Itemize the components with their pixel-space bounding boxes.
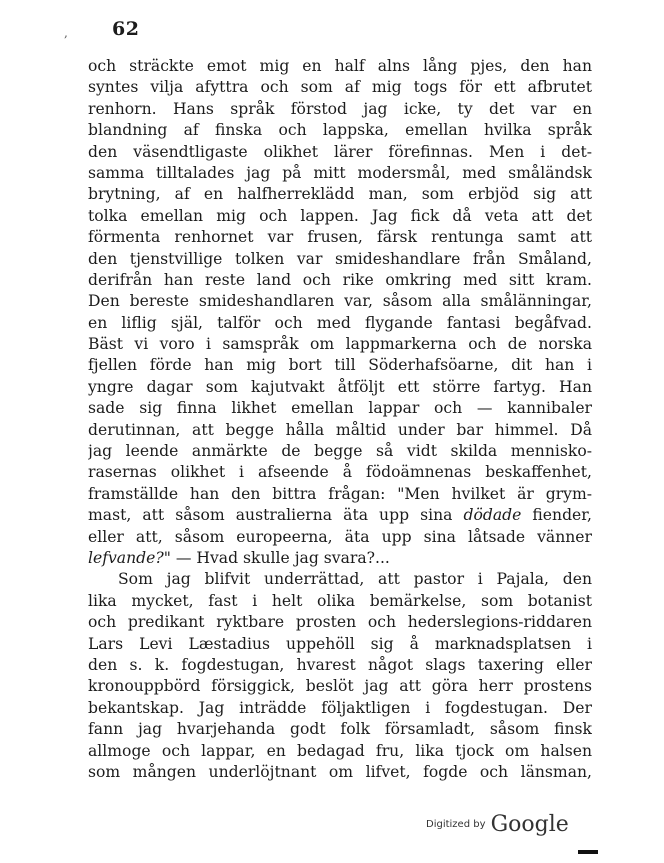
text-line bbox=[88, 398, 592, 419]
text-line bbox=[88, 420, 592, 441]
text-segment: tolka emellan mig och lappen. Jag fick då veta att det bbox=[88, 206, 592, 225]
text-line bbox=[88, 99, 592, 120]
text-line bbox=[88, 291, 592, 312]
text-line bbox=[88, 698, 592, 719]
text-segment: jag leende anmärkte de begge så vidt skilda mennisko- bbox=[88, 442, 592, 461]
text-segment: fjellen förde han mig bort till Söderhafsöarne, dit han i bbox=[88, 356, 592, 375]
text-line bbox=[88, 462, 592, 483]
text-line bbox=[88, 227, 592, 248]
italic-text: lefvande? bbox=[88, 548, 164, 567]
text-segment: och sträckte emot mig en half alns lång pjes, den han bbox=[88, 57, 592, 75]
text-segment: Lars Levi Læstadius uppehöll sig å marknadsplatsen i bbox=[88, 634, 592, 653]
text-line bbox=[88, 142, 592, 163]
watermark-brand: Google bbox=[490, 812, 569, 837]
text-line bbox=[88, 484, 592, 505]
text-line bbox=[88, 505, 592, 526]
text-segment: Bäst vi voro i samspråk om lappmarkerna och de norska bbox=[88, 335, 592, 354]
text-segment: blandning af finska och lappska, emellan hvilka språk bbox=[88, 121, 592, 140]
text-segment: en liflig själ, talför och med flygande fantasi begåfvad. bbox=[88, 313, 592, 332]
text-segment: " — Hvad skulle jag svara?... bbox=[163, 548, 390, 567]
text-segment: den tjenstvillige tolken var smideshandlare från Småland, bbox=[88, 249, 592, 268]
text-segment: den s. k. fogdestugan, hvarest något slags taxering eller bbox=[88, 655, 592, 674]
text-segment: förmenta renhornet var frusen, färsk rentunga samt att bbox=[88, 228, 592, 247]
scan-edge-mark bbox=[578, 850, 598, 854]
text-segment: lika mycket, fast i helt olika bemärkelse, som botanist bbox=[88, 591, 592, 610]
page-number: 62 bbox=[112, 18, 140, 40]
text-line bbox=[88, 612, 592, 633]
text-segment: sade sig finna likhet emellan lappar och — kannibaler bbox=[88, 399, 592, 418]
text-segment: allmoge och lappar, en bedagad fru, lika tjock om halsen bbox=[88, 741, 592, 760]
text-segment: derutinnan, att begge hålla måltid under bar himmel. Då bbox=[88, 420, 592, 439]
text-segment: renhorn. Hans språk förstod jag icke, ty det var en bbox=[88, 99, 592, 118]
text-line bbox=[88, 719, 592, 740]
text-segment: bekantskap. Jag inträdde följaktligen i fogdestugan. Der bbox=[88, 698, 592, 717]
text-segment: samma tilltalades jag på mitt modersmål, med småländsk bbox=[88, 163, 592, 182]
text-segment: fann jag hvarjehanda godt folk församladt, såsom finsk bbox=[88, 720, 592, 739]
text-segment: den väsendtligaste olikhet lärer förefinnas. Men i det- bbox=[88, 142, 592, 161]
text-line bbox=[88, 676, 592, 697]
text-segment: kronouppbörd försiggick, beslöt jag att göra herr prostens bbox=[88, 677, 592, 696]
margin-mark: , bbox=[64, 26, 68, 40]
text-segment: Som jag blifvit underrättad, att pastor i Pajala, den bbox=[118, 570, 592, 589]
italic-text: dödade bbox=[463, 506, 522, 525]
text-line bbox=[88, 634, 592, 655]
text-line bbox=[88, 120, 592, 141]
text-segment: Den bereste smideshandlaren var, såsom alla smålänningar, bbox=[88, 292, 592, 311]
text-line bbox=[88, 334, 592, 355]
text-segment: derifrån han reste land och rike omkring med sitt kram. bbox=[88, 270, 592, 289]
text-segment: och predikant ryktbare prosten och hederslegions-riddaren bbox=[88, 613, 592, 632]
text-line bbox=[88, 762, 592, 783]
text-segment: eller att, såsom europeerna, äta upp sina låtsade vänner bbox=[88, 527, 592, 546]
text-segment: mast, att såsom australierna äta upp sina bbox=[88, 506, 464, 525]
text-line bbox=[88, 655, 592, 676]
text-line bbox=[88, 591, 592, 612]
text-line bbox=[88, 249, 592, 270]
text-line bbox=[88, 270, 592, 291]
text-segment: fiender, bbox=[521, 506, 592, 525]
text-line bbox=[88, 741, 592, 762]
text-line bbox=[88, 569, 592, 590]
text-line bbox=[88, 548, 592, 569]
text-line bbox=[88, 355, 592, 376]
text-segment: som mången underlöjtnant om lifvet, fogde och länsman, bbox=[88, 762, 592, 781]
text-line bbox=[88, 206, 592, 227]
text-segment: rasernas olikhet i afseende å födoämnenas beskaffenhet, bbox=[88, 463, 592, 482]
text-line bbox=[88, 163, 592, 184]
body-text bbox=[88, 56, 592, 783]
text-segment: brytning, af en halfherreklädd man, som erbjöd sig att bbox=[88, 185, 592, 204]
text-line bbox=[88, 184, 592, 205]
watermark-prefix: Digitized by bbox=[426, 819, 486, 830]
text-line bbox=[88, 56, 592, 77]
text-line bbox=[88, 77, 592, 98]
text-line bbox=[88, 527, 592, 548]
digitized-watermark bbox=[426, 812, 569, 837]
text-line bbox=[88, 441, 592, 462]
text-line bbox=[88, 313, 592, 334]
text-segment: framställde han den bittra frågan: "Men hvilket är grym- bbox=[88, 484, 592, 503]
text-segment: yngre dagar som kajutvakt åtföljt ett större fartyg. Han bbox=[88, 377, 592, 396]
text-line bbox=[88, 377, 592, 398]
text-segment: syntes vilja afyttra och som af mig togs för ett afbrutet bbox=[88, 78, 592, 97]
